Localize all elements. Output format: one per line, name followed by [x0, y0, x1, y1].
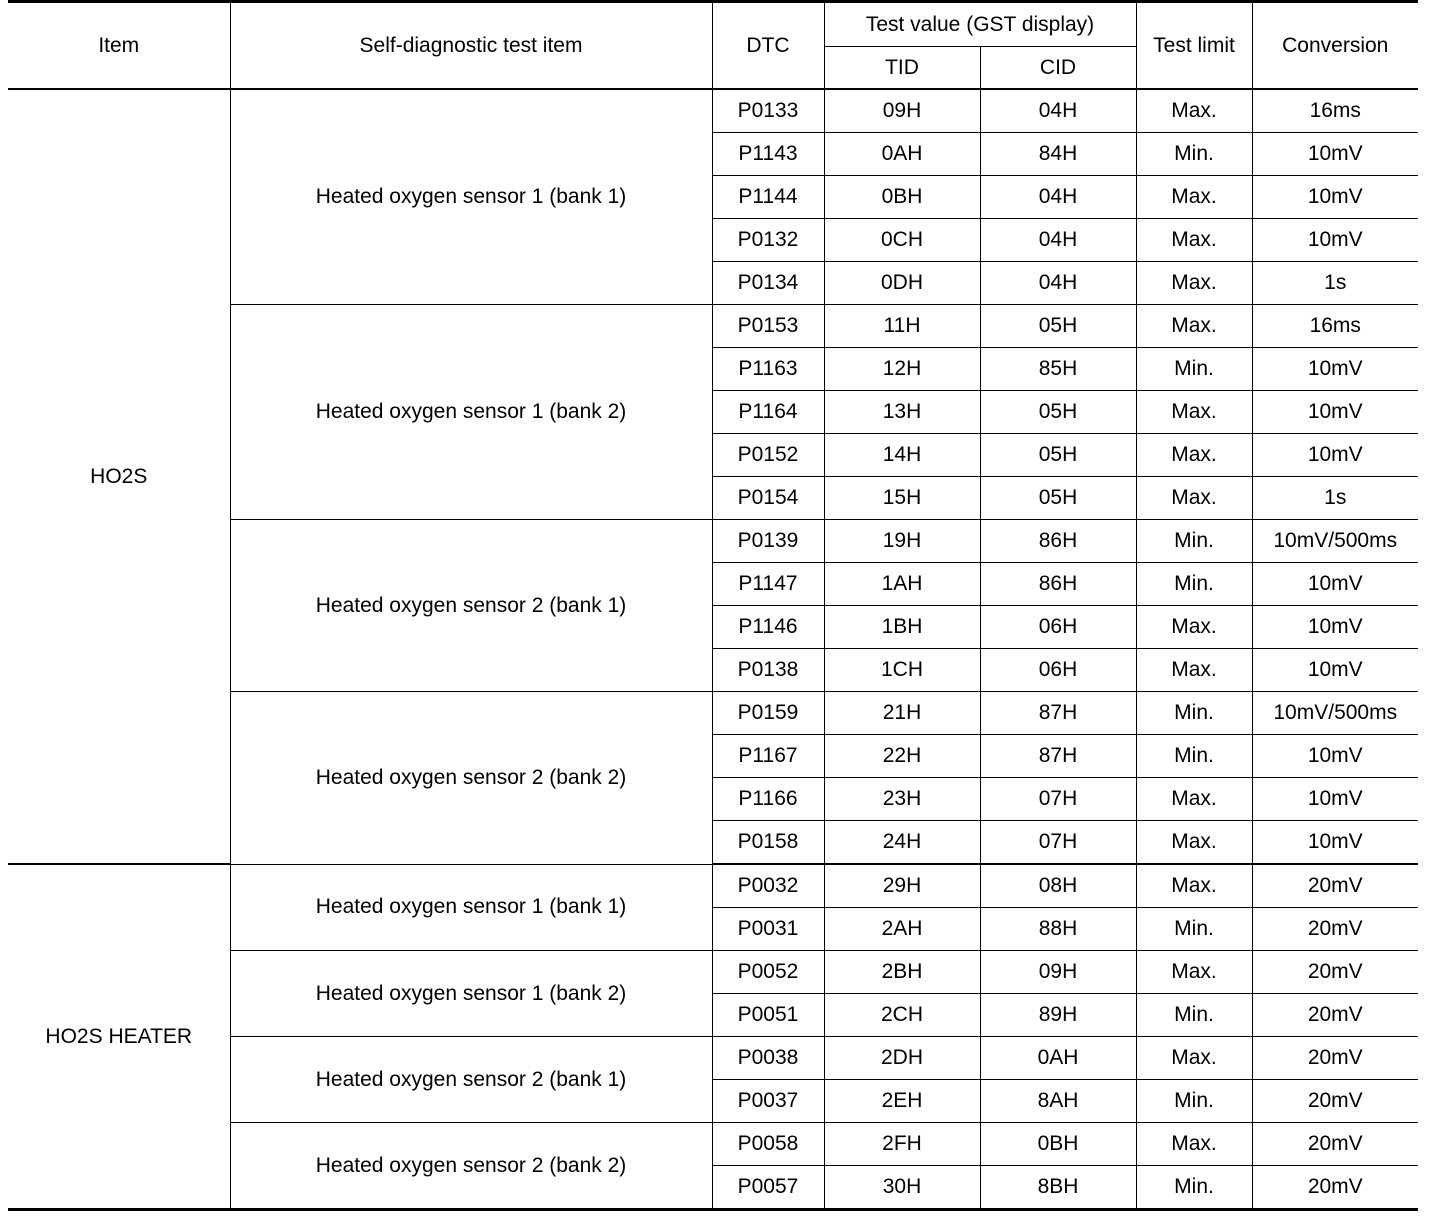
dtc-cell: P1146 [712, 606, 824, 649]
cid-cell: 8AH [980, 1080, 1136, 1123]
tid-cell: 22H [824, 735, 980, 778]
tid-cell: 11H [824, 305, 980, 348]
test-limit-cell: Min. [1136, 735, 1252, 778]
tid-cell: 12H [824, 348, 980, 391]
self-diagnostic-cell: Heated oxygen sensor 2 (bank 1) [230, 1037, 712, 1123]
diagnostic-table [8, 0, 1418, 1211]
tid-cell: 29H [824, 864, 980, 908]
dtc-cell: P0032 [712, 864, 824, 908]
dtc-cell: P1147 [712, 563, 824, 606]
header-cid: CID [980, 47, 1136, 90]
conversion-cell: 10mV [1252, 391, 1418, 434]
conversion-cell: 10mV [1252, 778, 1418, 821]
conversion-cell: 10mV [1252, 735, 1418, 778]
test-limit-cell: Min. [1136, 1166, 1252, 1210]
conversion-cell: 10mV [1252, 434, 1418, 477]
cid-cell: 05H [980, 305, 1136, 348]
test-limit-cell: Max. [1136, 305, 1252, 348]
table-row [8, 89, 1418, 133]
test-limit-cell: Min. [1136, 133, 1252, 176]
cid-cell: 89H [980, 994, 1136, 1037]
cid-cell: 8BH [980, 1166, 1136, 1210]
cid-cell: 0AH [980, 1037, 1136, 1080]
document [8, 0, 1418, 1211]
test-limit-cell: Max. [1136, 391, 1252, 434]
self-diagnostic-cell: Heated oxygen sensor 1 (bank 1) [230, 89, 712, 305]
conversion-cell: 20mV [1252, 908, 1418, 951]
test-limit-cell: Max. [1136, 864, 1252, 908]
test-limit-cell: Max. [1136, 649, 1252, 692]
test-limit-cell: Max. [1136, 778, 1252, 821]
table-body [8, 89, 1418, 1210]
tid-cell: 0CH [824, 219, 980, 262]
dtc-cell: P0037 [712, 1080, 824, 1123]
cid-cell: 07H [980, 778, 1136, 821]
self-diagnostic-cell: Heated oxygen sensor 2 (bank 1) [230, 520, 712, 692]
self-diagnostic-cell: Heated oxygen sensor 2 (bank 2) [230, 1123, 712, 1210]
tid-cell: 19H [824, 520, 980, 563]
conversion-cell: 20mV [1252, 994, 1418, 1037]
conversion-cell: 10mV [1252, 219, 1418, 262]
cid-cell: 85H [980, 348, 1136, 391]
self-diagnostic-cell: Heated oxygen sensor 1 (bank 2) [230, 305, 712, 520]
dtc-cell: P0058 [712, 1123, 824, 1166]
conversion-cell: 10mV/500ms [1252, 520, 1418, 563]
self-diagnostic-cell: Heated oxygen sensor 2 (bank 2) [230, 692, 712, 865]
tid-cell: 1AH [824, 563, 980, 606]
dtc-cell: P0132 [712, 219, 824, 262]
cid-cell: 86H [980, 563, 1136, 606]
header-dtc: DTC [712, 2, 824, 90]
dtc-cell: P0038 [712, 1037, 824, 1080]
test-limit-cell: Min. [1136, 563, 1252, 606]
cid-cell: 86H [980, 520, 1136, 563]
dtc-cell: P0052 [712, 951, 824, 994]
tid-cell: 21H [824, 692, 980, 735]
test-limit-cell: Max. [1136, 1123, 1252, 1166]
tid-cell: 1CH [824, 649, 980, 692]
cid-cell: 87H [980, 735, 1136, 778]
conversion-cell: 10mV [1252, 606, 1418, 649]
cid-cell: 0BH [980, 1123, 1136, 1166]
dtc-cell: P0153 [712, 305, 824, 348]
test-limit-cell: Min. [1136, 908, 1252, 951]
cid-cell: 87H [980, 692, 1136, 735]
test-limit-cell: Min. [1136, 692, 1252, 735]
dtc-cell: P0057 [712, 1166, 824, 1210]
tid-cell: 2FH [824, 1123, 980, 1166]
header-test-limit: Test limit [1136, 2, 1252, 90]
tid-cell: 14H [824, 434, 980, 477]
tid-cell: 2DH [824, 1037, 980, 1080]
header-item: Item [8, 2, 230, 90]
tid-cell: 0BH [824, 176, 980, 219]
conversion-cell: 20mV [1252, 1123, 1418, 1166]
tid-cell: 2AH [824, 908, 980, 951]
conversion-cell: 20mV [1252, 1037, 1418, 1080]
tid-cell: 09H [824, 89, 980, 133]
self-diagnostic-cell: Heated oxygen sensor 1 (bank 1) [230, 864, 712, 951]
dtc-cell: P1166 [712, 778, 824, 821]
item-cell: HO2S [8, 89, 230, 864]
self-diagnostic-cell: Heated oxygen sensor 1 (bank 2) [230, 951, 712, 1037]
conversion-cell: 10mV [1252, 649, 1418, 692]
tid-cell: 23H [824, 778, 980, 821]
test-limit-cell: Max. [1136, 89, 1252, 133]
dtc-cell: P1163 [712, 348, 824, 391]
cid-cell: 05H [980, 391, 1136, 434]
conversion-cell: 20mV [1252, 864, 1418, 908]
cid-cell: 88H [980, 908, 1136, 951]
test-limit-cell: Min. [1136, 348, 1252, 391]
conversion-cell: 10mV [1252, 821, 1418, 865]
header-tid: TID [824, 47, 980, 90]
tid-cell: 30H [824, 1166, 980, 1210]
conversion-cell: 20mV [1252, 951, 1418, 994]
dtc-cell: P1167 [712, 735, 824, 778]
conversion-cell: 10mV [1252, 133, 1418, 176]
dtc-cell: P0154 [712, 477, 824, 520]
header-test-value: Test value (GST display) [824, 2, 1136, 47]
cid-cell: 04H [980, 262, 1136, 305]
conversion-cell: 16ms [1252, 305, 1418, 348]
tid-cell: 24H [824, 821, 980, 865]
dtc-cell: P0139 [712, 520, 824, 563]
test-limit-cell: Min. [1136, 1080, 1252, 1123]
cid-cell: 04H [980, 219, 1136, 262]
test-limit-cell: Max. [1136, 434, 1252, 477]
test-limit-cell: Max. [1136, 477, 1252, 520]
cid-cell: 08H [980, 864, 1136, 908]
tid-cell: 0DH [824, 262, 980, 305]
tid-cell: 1BH [824, 606, 980, 649]
dtc-cell: P0152 [712, 434, 824, 477]
cid-cell: 04H [980, 176, 1136, 219]
conversion-cell: 1s [1252, 477, 1418, 520]
conversion-cell: 16ms [1252, 89, 1418, 133]
dtc-cell: P1164 [712, 391, 824, 434]
cid-cell: 04H [980, 89, 1136, 133]
test-limit-cell: Max. [1136, 1037, 1252, 1080]
dtc-cell: P0133 [712, 89, 824, 133]
test-limit-cell: Min. [1136, 520, 1252, 563]
cid-cell: 05H [980, 434, 1136, 477]
item-cell: HO2S HEATER [8, 864, 230, 1210]
test-limit-cell: Min. [1136, 994, 1252, 1037]
header-self-diagnostic: Self-diagnostic test item [230, 2, 712, 90]
test-limit-cell: Max. [1136, 606, 1252, 649]
dtc-cell: P1144 [712, 176, 824, 219]
header-conversion: Conversion [1252, 2, 1418, 90]
cid-cell: 06H [980, 649, 1136, 692]
table-row [8, 864, 1418, 908]
conversion-cell: 1s [1252, 262, 1418, 305]
test-limit-cell: Max. [1136, 176, 1252, 219]
dtc-cell: P0158 [712, 821, 824, 865]
cid-cell: 84H [980, 133, 1136, 176]
conversion-cell: 10mV [1252, 563, 1418, 606]
test-limit-cell: Max. [1136, 951, 1252, 994]
cid-cell: 07H [980, 821, 1136, 865]
conversion-cell: 10mV/500ms [1252, 692, 1418, 735]
tid-cell: 13H [824, 391, 980, 434]
dtc-cell: P0134 [712, 262, 824, 305]
cid-cell: 06H [980, 606, 1136, 649]
test-limit-cell: Max. [1136, 219, 1252, 262]
dtc-cell: P0031 [712, 908, 824, 951]
test-limit-cell: Max. [1136, 821, 1252, 865]
conversion-cell: 10mV [1252, 348, 1418, 391]
conversion-cell: 10mV [1252, 176, 1418, 219]
test-limit-cell: Max. [1136, 262, 1252, 305]
dtc-cell: P1143 [712, 133, 824, 176]
table-header [8, 2, 1418, 90]
tid-cell: 2EH [824, 1080, 980, 1123]
dtc-cell: P0159 [712, 692, 824, 735]
cid-cell: 09H [980, 951, 1136, 994]
conversion-cell: 20mV [1252, 1166, 1418, 1210]
tid-cell: 2CH [824, 994, 980, 1037]
tid-cell: 15H [824, 477, 980, 520]
tid-cell: 0AH [824, 133, 980, 176]
dtc-cell: P0051 [712, 994, 824, 1037]
conversion-cell: 20mV [1252, 1080, 1418, 1123]
dtc-cell: P0138 [712, 649, 824, 692]
cid-cell: 05H [980, 477, 1136, 520]
tid-cell: 2BH [824, 951, 980, 994]
